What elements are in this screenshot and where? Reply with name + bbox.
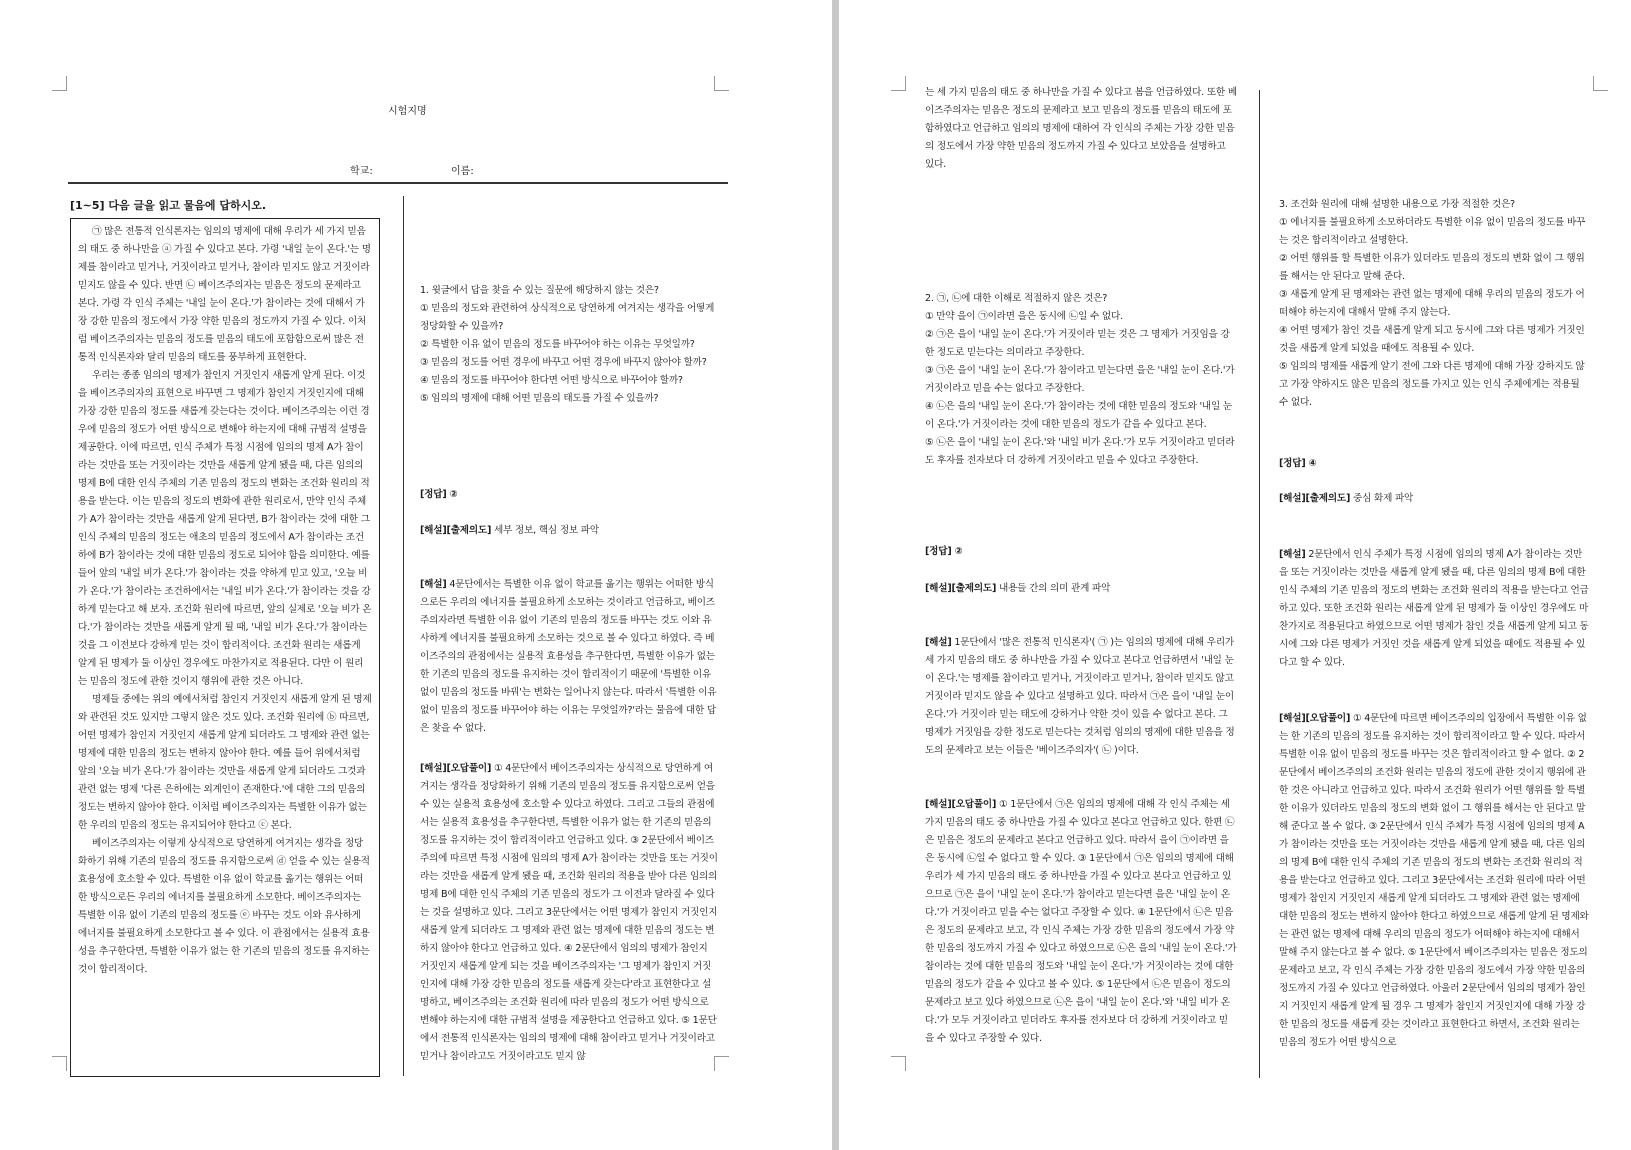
right-page [839,0,1631,1150]
option: ③ 새롭게 알게 된 명제와는 관련 없는 명제에 대해 우리의 믿음의 정도가 어떠해야 하는지에 대해서 말해 주지 않는다. [1279,289,1585,318]
intent-label: [해설][출제의도] [925,583,997,594]
answer-2 [925,543,1237,561]
crop-mark [52,1056,67,1071]
intent-label: [해설][출제의도] [420,525,492,536]
passage-paragraph-4: 베이즈주의자는 이렇게 상식적으로 당연하게 여겨지는 생각을 정당화하기 위해 기존의 믿음의 정도를 유지함으로써 ⓓ 얻을 수 있는 실용적 효용성에 호소할 수 있다. 특별한 이유 없이 학교를 옮기는 행위는 어떠한 방식으로든 우리의 에너지를 불필요하게 소모한다. 베이즈주의자는 특별한 이유 없이 기존의 믿음의 정도를 ⓔ 바꾸는 것도 이와 유사하게 에너지를 불필요하게 소모한다고 볼 수 있다. 이 관점에서는 실용적 효용성을 추구한다면, 특별한 이유가 없는 한 기존의 믿음의 정도를 유지하는 것이 합리적이다. [78,838,370,975]
continued-text [925,84,1237,174]
column-divider [1259,90,1260,1078]
header-rule [68,182,728,184]
column-divider [403,196,404,1076]
intent-text: 세부 정보, 핵심 정보 파악 [494,525,599,536]
wrong-explanation-2 [925,796,1237,1078]
answer-1 [420,486,718,504]
wrong-label: [해설][오답풀이] [925,799,997,810]
explanation-label: [해설] [1279,549,1306,560]
answer-3 [1279,455,1591,473]
option: ① 믿음의 정도와 관련하여 상식적으로 당연하게 여겨지는 생각을 어떻게 정당화할 수 있을까? [420,303,715,332]
intent-text: 내용들 간의 의미 관계 파악 [999,583,1111,594]
option: ② 특별한 이유 없이 믿음의 정도를 바꾸어야 하는 이유는 무엇일까? [420,339,695,350]
option: ④ ㉡은 을의 '내일 눈이 온다.'가 참이라는 것에 대한 믿음의 정도와 '내일 눈이 온다.'가 거짓이라는 것에 대한 믿음의 정도가 같을 수 있다고 본다. [925,401,1232,430]
explanation-text: 4문단에서는 특별한 이유 없이 학교를 옮기는 행위는 어떠한 방식으로든 우리의 에너지를 불필요하게 소모하는 것이라고 언급하고, 베이즈주의자라면 특별한 이유 없이 기존의 믿음의 정도를 바꾸는 것도 이와 유사하게 에너지를 불필요하게 소모하는 것으로 볼 수 있다고 하였다. 즉 베이즈주의의 관점에서는 실용적 효용성을 추구한다면, 특별한 이유가 없는 한 기존의 믿음의 정도를 유지하는 것이 합리적이기 때문에 '특별한 이유 없이 믿음의 정도를 바꿔'는 변화는 일어나지 않는다. 따라서 '특별한 이유 없이 믿음의 정도를 바꾸어야 하는 이유는 무엇일까?'라는 물음에 대한 답은 찾을 수 없다. [420,579,717,734]
crop-mark [891,76,906,91]
intent-label: [해설][출제의도] [1279,493,1351,504]
wrong-explanation-3 [1279,710,1591,1078]
passage-box [70,218,380,1077]
intent-3 [1279,490,1591,508]
crop-mark [1593,76,1608,91]
question-2 [925,290,1237,470]
exam-title: 시험지명 [388,106,427,117]
instruction: [1~5] 다음 글을 읽고 물음에 답하시오. [70,199,267,212]
continued-paragraph: 는 세 가지 믿음의 태도 중 하나만을 가질 수 있다고 봄을 언급하였다. 또한 베이즈주의자는 믿음은 정도의 문제라고 보고 믿음의 정도를 믿음의 태도에 포함하였다고 언급하고 임의의 명제에 대하여 각 인식의 주체는 가장 강한 믿음의 정도에서 가장 약한 믿음의 정도까지 가질 수 있다고 보았음을 설명하고 있다. [925,87,1237,170]
intent-text: 중심 화제 파악 [1353,493,1414,504]
passage-paragraph-3: 명제들 중에는 위의 예에서처럼 참인지 거짓인지 새롭게 알게 된 명제와 관련된 것도 있지만 그렇지 않은 것도 있다. 조건화 원리에 ⓑ 따르면, 어떤 명제가 참인지 거짓인지 새롭게 알게 되더라도 그 명제와 관련 없는 명제에 대한 믿음의 정도는 변하지 않아야 한다. 예를 들어 위에서처럼 앞의 '오늘 비가 온다.'가 참이라는 것만을 새롭게 알게 되더라도 그것과 관련 없는 명제 '다른 은하에는 외계인이 존재한다.'에 대한 그의 믿음의 정도는 변하지 않아야 한다. 이처럼 베이즈주의자는 특별한 이유가 없는 한 우리의 믿음의 정도는 유지되어야 한다고 ⓒ 본다. [78,694,372,831]
crop-mark [891,1056,906,1071]
school-label: 학교: [350,166,373,177]
explanation-label: [해설] [925,637,952,648]
answer-text: [정답] ④ [1279,458,1317,469]
page-gap [832,0,839,1150]
explanation-text: 1문단에서 '많은 전통적 인식론자'( ㉠ )는 임의의 명제에 대해 우리가 세 가지 믿음의 태도 중 하나만을 가질 수 있다고 본다고 언급하면서 '내일 눈이 온다.'는 명제를 참이라고 믿거나, 거짓이라고 믿거나, 참이라 믿지도 않고 거짓이라 믿지도 않을 수 있다고 설명하고 있다. 따라서 ㉠은 을이 '내일 눈이 온다.'가 거짓이라 믿는 태도에 강하거나 약한 것이 있을 수 없다고 본다. 그 명제가 거짓임을 강한 정도로 믿는다는 것처럼 임의의 명제에 대한 믿음을 정도의 문제라고 보는 이들은 '베이즈주의자'( ㉡ )이다. [925,637,1235,756]
explanation-text: 2문단에서 인식 주체가 특정 시점에 임의의 명제 A가 참이라는 것만을 또는 거짓이라는 것만을 새롭게 알게 됐을 때, 다른 임의의 명제 B에 대한 인식 주체의 기존 믿음의 정도의 변화는 조건화 원리의 적용을 받는다고 언급하고 있다. 또한 조건화 원리는 새롭게 알게 된 명제가 둘 이상인 경우에도 마찬가지로 적용된다고 하였으므로 어떤 명제가 참인 것을 새롭게 알게 되고 동시에 그와 다른 명제가 거짓인 것을 새롭게 알게 되었을 때에도 적용될 수 있다고 할 수 있다. [1279,549,1589,668]
explanation-3 [1279,546,1591,672]
crop-mark [52,76,67,91]
wrong-label: [해설][오답풀이] [1279,713,1351,724]
option: ③ ㉠은 을이 '내일 눈이 온다.'가 참이라고 믿는다면 을은 '내일 눈이 온다.'가 거짓이라고 믿을 수는 없다고 주장한다. [925,365,1235,394]
wrong-label: [해설][오답풀이] [420,763,492,774]
answer-text: [정답] ② [420,489,458,500]
name-label: 이름: [451,166,474,177]
option: ② 어떤 행위를 할 특별한 이유가 있더라도 믿음의 정도의 변화 없이 그 행위를 해서는 안 된다고 말해 준다. [1279,253,1585,282]
intent-1 [420,522,718,540]
wrong-text: ① 4문단에 따르면 베이즈주의의 입장에서 특별한 이유 없는 한 기존의 믿음의 정도를 유지하는 것이 합리적이라고 할 수 있다. 따라서 특별한 이유 없이 믿음의 정도를 바꾸는 것은 합리적이라고 할 수 없다. ② 2문단에서 베이즈주의의 조건화 원리는 믿음의 정도에 관한 것이지 행위에 관한 것은 아니라고 언급하고 있다. 따라서 조건화 원리가 어떤 행위를 할 특별한 이유가 있더라도 믿음의 정도의 변화 없이 그 행위를 해서는 안 된다고 말해 준다고 볼 수 없다. ③ 2문단에서 인식 주체가 특정 시점에 임의의 명제 A가 참이라는 것만을 또는 거짓이라는 것만을 새롭게 알게 됐을 때, 다른 임의의 명제 B에 대한 인식 주체의 기존 믿음의 정도의 변화는 조건화 원리의 적용을 받는다고 언급하고 있다. 그리고 3문단에서는 조건화 원리에 따라 어떤 명제가 참인지 거짓인지 새롭게 알게 되더라도 그 명제와 관련 없는 명제에 대한 믿음의 정도는 변하지 않아야 한다고 하였으므로 새롭게 알게 된 명제와는 관련 없는 명제에 대해 우리의 믿음의 정도가 어떠해야 하는지에 대해서 말해 주지 않는다고 볼 수 없다. ⑤ 1문단에서 베이즈주의자는 믿음은 정도의 문제라고 보고, 각 인식 주체는 가장 강한 믿음의 정도에서 가장 약한 믿음의 정도까지 가질 수 있다고 언급하였다. 아울러 2문단에서 임의의 명제가 참인지 거짓인지 새롭게 알게 될 경우 그 명제가 참인지 거짓인지에 대해 가장 강한 믿음의 정도를 새롭게 갖는 것이라고 표현한다고 하면서, 조건화 원리는 믿음의 정도가 어떤 방식으로 [1279,713,1589,1048]
crop-mark [714,76,729,91]
explanation-1 [420,576,718,738]
explanation-2 [925,634,1237,760]
option: ④ 어떤 명제가 참인 것을 새롭게 알게 되고 동시에 그와 다른 명제가 거짓인 것을 새롭게 알게 되었을 때에도 적용될 수 있다. [1279,325,1585,354]
option: ③ 믿음의 정도를 어떤 경우에 바꾸고 어떤 경우에 바꾸지 않아야 할까? [420,357,707,368]
wrong-text: ① 1문단에서 ㉠은 임의의 명제에 대해 각 인식 주체는 세 가지 믿음의 태도 중 하나만을 가질 수 있다고 본다고 언급하고 있다. 한편 ㉡은 믿음은 정도의 문제라고 본다고 언급하고 있다. 따라서 을이 ㉠이라면 을은 동시에 ㉡일 수 없다고 할 수 있다. ③ 1문단에서 ㉠은 임의의 명제에 대해 우리가 세 가지 믿음의 태도 중 하나만을 가질 수 있다고 본다고 언급하고 있으므로 ㉠은 을이 '내일 눈이 온다.'가 참이라고 믿는다면 을은 '내일 눈이 온다.'가 거짓이라고 믿을 수는 없다고 주장할 수 있다. ④ 1문단에서 ㉡은 믿음은 정도의 문제라고 보고, 각 인식 주체는 가장 강한 믿음의 정도에서 가장 약한 믿음의 정도까지 가질 수 있다고 하였으므로 ㉡은 을의 '내일 눈이 온다.'가 참이라는 것에 대한 믿음의 정도와 '내일 눈이 온다.'가 거짓이라는 것에 대한 믿음의 정도가 같을 수 있다고 볼 수 있다. ⑤ 1문단에서 ㉡은 믿음이 정도의 문제라고 보고 있다 하였으므로 ㉡은 을이 '내일 눈이 온다.'와 '내일 비가 온다.'가 모두 거짓이라고 믿더라도 후자를 전자보다 더 강하게 거짓이라고 믿을 수 있다고 주장할 수 있다. [925,799,1237,1044]
question-stem: 3. 조건화 원리에 대해 설명한 내용으로 가장 적절한 것은? [1279,199,1515,210]
option: ④ 믿음의 정도를 바꾸어야 한다면 어떤 방식으로 바꾸어야 할까? [420,375,683,386]
explanation-label: [해설] [420,579,447,590]
question-3 [1279,196,1591,412]
wrong-explanation-1 [420,760,718,1080]
answer-text: [정답] ② [925,546,963,557]
question-1 [420,282,718,408]
option: ② ㉠은 을이 '내일 눈이 온다.'가 거짓이라 믿는 것은 그 명제가 거짓임을 강한 정도로 믿는다는 의미라고 주장한다. [925,329,1230,358]
passage-paragraph-1: ㉠ 많은 전통적 인식론자는 임의의 명제에 대해 우리가 세 가지 믿음의 태도 중 하나만을 ⓐ 가질 수 있다고 본다. 가령 '내일 눈이 온다.'는 명제를 참이라고 믿거나, 거짓이라고 믿거나, 참이라 믿지도 않고 거짓이라 믿지도 않을 수 있다. 반면 ㉡ 베이즈주의자는 믿음은 정도의 문제라고 본다. 가령 각 인식 주체는 '내일 눈이 온다.'가 참이라는 것에 대해서 가장 강한 믿음의 정도에서 가장 약한 믿음의 정도까지 가질 수 있다. 이처럼 베이즈주의자는 믿음의 정도를 믿음의 태도에 포함함으로써 많은 전통적 인식론자와 달리 믿음의 태도를 풍부하게 표현한다. [78,226,371,363]
option: ⑤ 임의의 명제를 새롭게 알기 전에 그와 다른 명제에 대해 가장 강하지도 않고 가장 약하지도 않은 믿음의 정도를 가지고 있는 인식 주체에게는 적용될 수 없다. [1279,361,1585,408]
option: ⑤ 임의의 명제에 대해 어떤 믿음의 태도를 가질 수 있을까? [420,393,659,404]
wrong-text: ① 4문단에서 베이즈주의자는 상식적으로 당연하게 여겨지는 생각을 정당화하기 위해 기존의 믿음의 정도를 유지함으로써 얻을 수 있는 실용적 효용성에 호소할 수 있다고 하였다. 그리고 그들의 관점에서는 실용적 효용성을 추구한다면, 특별한 이유가 없는 한 기존의 믿음의 정도를 유지하는 것이 합리적이라고 언급하고 있다. ③ 2문단에서 베이즈주의에 따르면 특정 시점에 임의의 명제 A가 참이라는 것만을 또는 거짓이라는 것만을 새롭게 알게 됐을 때, 조건화 원리의 적용을 받아 다른 임의의 명제 B에 대한 인식 주체의 기존 믿음의 정도가 그 이전과 달라질 수 있다는 것을 설명하고 있다. 그리고 3문단에서는 어떤 명제가 참인지 거짓인지 새롭게 알게 되더라도 그 명제와 관련 없는 명제에 대한 믿음의 정도는 변하지 않아야 한다고 언급하고 있다. ④ 2문단에서 임의의 명제가 참인지 거짓인지 새롭게 알게 되는 것을 베이즈주의자는 '그 명제가 참인지 거짓인지에 대해 가장 강한 믿음의 정도를 새롭게 갖는다'라고 표현한다고 설명하고, 베이즈주의는 조건화 원리에 따라 믿음의 정도가 어떤 방식으로 변해야 하는지에 대한 규범적 설명을 제공한다고 언급하고 있다. ⑤ 1문단에서 전통적 인식론자는 임의의 명제에 대해 참이라고 믿거나 거짓이라고 믿거나 참이라고도 거짓이라고도 믿지 않 [420,763,718,1062]
passage-paragraph-2: 우리는 종종 임의의 명제가 참인지 거짓인지 새롭게 알게 된다. 이것을 베이즈주의자의 표현으로 바꾸면 그 명제가 참인지 거짓인지에 대해 가장 강한 믿음의 정도를 새롭게 갖는다는 것이다. 베이즈주의는 이런 경우에 믿음의 정도가 어떤 방식으로 변해야 하는지에 대해 규범적 설명을 제공한다. 이에 따르면, 인식 주체가 특정 시점에 임의의 명제 A가 참이라는 것만을 또는 거짓이라는 것만을 새롭게 알게 됐을 때, 다른 임의의 명제 B에 대한 인식 주체의 기존 믿음의 정도의 변화는 조건화 원리의 적용을 받는다. 이는 믿음의 정도의 변화에 관한 원리로서, 만약 인식 주체가 A가 참이라는 것만을 새롭게 알게 된다면, B가 참이라는 것에 대한 그 인식 주체의 믿음의 정도는 애초의 믿음의 정도에서 A가 참이라는 조건하에 B가 참이라는 것에 대한 믿음의 정도로 되어야 함을 의미한다. 예를 들어 앞의 '내일 비가 온다.'가 참이라는 것을 약하게 믿고 있고, '오늘 비가 온다.'가 참이라는 조건하에서는 '내일 비가 온다.'가 참이라는 것을 강하게 믿는다고 해 보자. 조건화 원리에 따르면, 앞의 실제로 '오늘 비가 온다.'가 참이라는 것만을 새롭게 알게 될 때, '내일 비가 온다.'가 참이라는 것을 그 이전보다 강하게 믿는 것이 합리적이다. 조건화 원리는 새롭게 알게 된 명제가 둘 이상인 경우에도 마찬가지로 적용된다. 다만 이 원리는 믿음의 정도에 관한 것이지 행위에 관한 것은 아니다. [78,370,372,687]
option: ① 만약 을이 ㉠이라면 을은 동시에 ㉡일 수 없다. [925,311,1123,322]
option: ① 에너지를 불필요하게 소모하더라도 특별한 이유 없이 믿음의 정도를 바꾸는 것은 합리적이라고 설명한다. [1279,217,1586,246]
question-stem: 2. ㉠, ㉡에 대한 이해로 적절하지 않은 것은? [925,293,1108,304]
question-stem: 1. 윗글에서 답을 찾을 수 있는 질문에 해당하지 않는 것은? [420,285,659,296]
option: ⑤ ㉡은 을이 '내일 눈이 온다.'와 '내일 비가 온다.'가 모두 거짓이라고 믿더라도 후자를 전자보다 더 강하게 거짓이라고 믿을 수 있다고 주장한다. [925,437,1235,466]
intent-2 [925,580,1237,598]
